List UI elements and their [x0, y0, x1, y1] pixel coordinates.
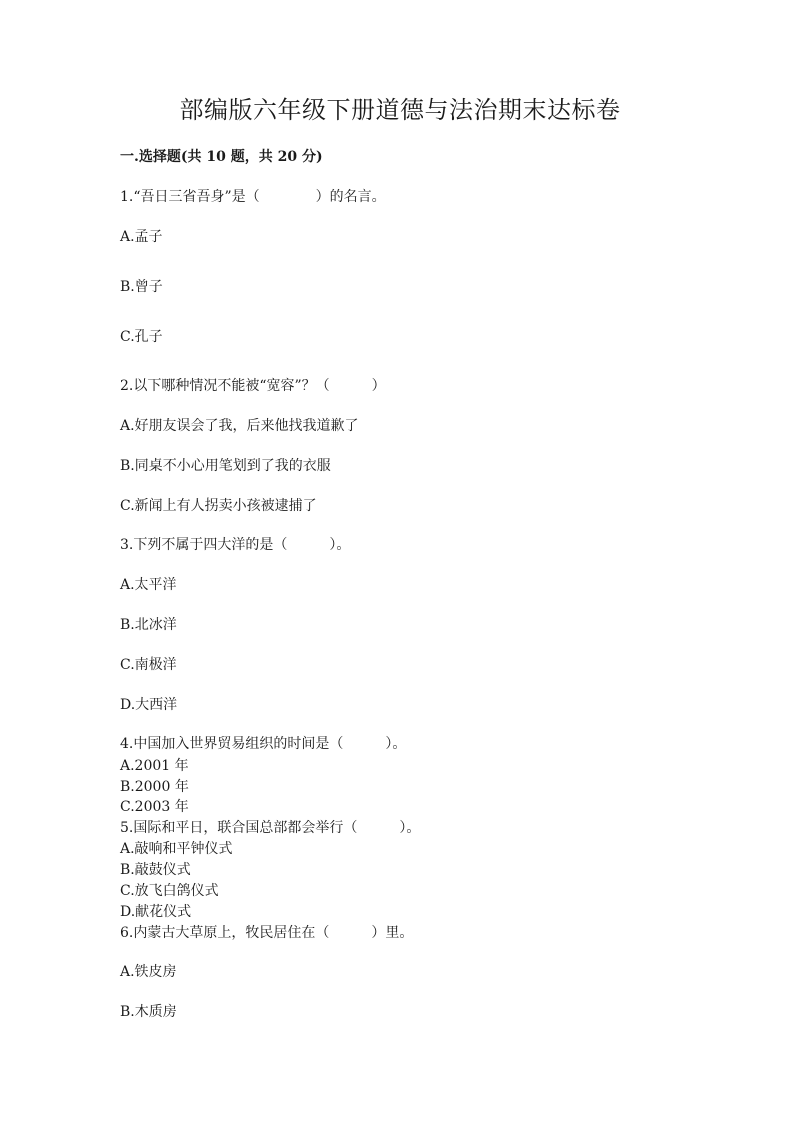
answer-option: B.北冰洋: [120, 617, 177, 633]
section-heading: 一.选择题(共 10 题，共 20 分): [120, 149, 323, 165]
answer-option: A.好朋友误会了我，后来他找我道歉了: [120, 418, 359, 434]
document-title: 部编版六年级下册道德与法治期末达标卷: [179, 96, 621, 124]
question-stem: 4.中国加入世界贸易组织的时间是（ ）。: [120, 736, 407, 752]
answer-option: C.新闻上有人拐卖小孩被逮捕了: [120, 498, 317, 514]
question-stem: 1.“吾日三省吾身”是（ ）的名言。: [120, 189, 386, 205]
answer-option: B.木质房: [120, 1004, 177, 1020]
answer-option: B.2000 年: [120, 779, 189, 795]
question-stem: 5.国际和平日，联合国总部都会举行（ ）。: [120, 820, 421, 836]
answer-option: A.太平洋: [120, 577, 177, 593]
answer-option: A.孟子: [120, 229, 163, 245]
answer-option: B.同桌不小心用笔划到了我的衣服: [120, 458, 331, 474]
answer-option: D.大西洋: [120, 697, 178, 713]
answer-option: C.放飞白鸽仪式: [120, 883, 219, 899]
question-stem: 2.以下哪种情况不能被“宽容”？（ ）: [120, 378, 386, 394]
answer-option: A.铁皮房: [120, 964, 177, 980]
question-stem: 6.内蒙古大草原上，牧民居住在（ ）里。: [120, 925, 414, 941]
question-stem: 3.下列不属于四大洋的是（ ）。: [120, 537, 351, 553]
answer-option: C.孔子: [120, 329, 163, 345]
answer-option: A.2001 年: [120, 758, 189, 774]
answer-option: B.曾子: [120, 279, 163, 295]
answer-option: C.南极洋: [120, 657, 177, 673]
answer-option: A.敲响和平钟仪式: [120, 841, 233, 857]
answer-option: C.2003 年: [120, 799, 189, 815]
answer-option: D.献花仪式: [120, 904, 192, 920]
answer-option: B.敲鼓仪式: [120, 862, 191, 878]
